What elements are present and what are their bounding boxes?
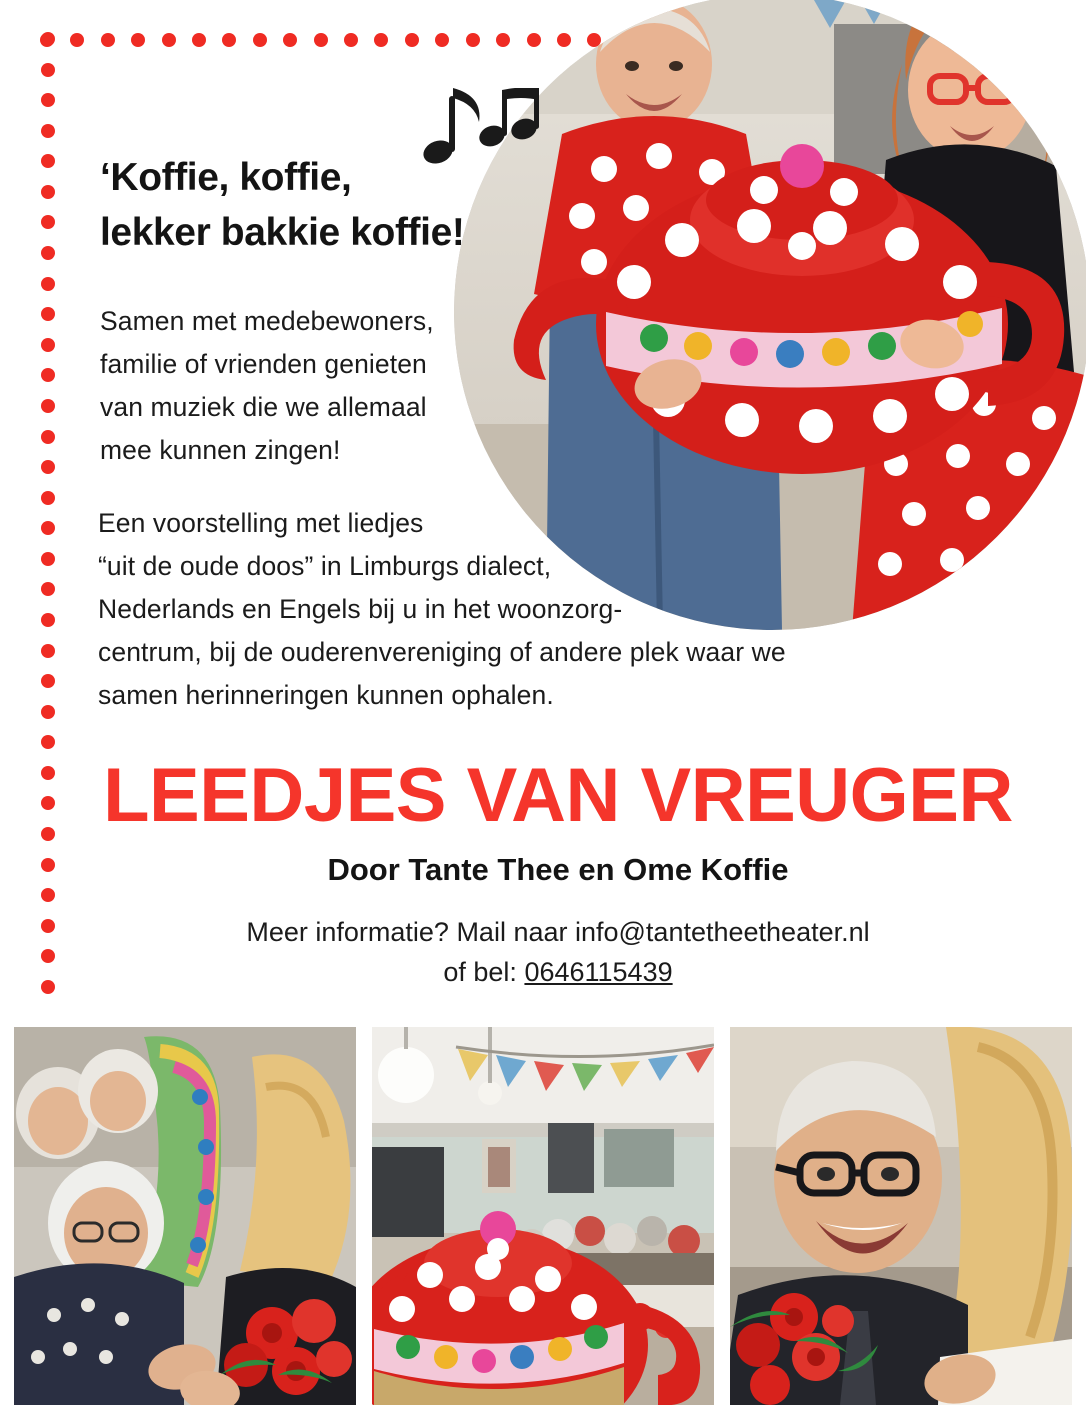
dot <box>41 460 55 474</box>
dot <box>41 32 55 46</box>
dot <box>41 399 55 413</box>
dot <box>41 277 55 291</box>
description-paragraph <box>98 502 998 717</box>
photo-strip <box>14 1027 1072 1405</box>
dot <box>41 368 55 382</box>
paragraph1-line: mee kunnen zingen! <box>100 434 341 465</box>
dot <box>41 246 55 260</box>
show-title: LEEDJES VAN VREUGER <box>103 753 1013 838</box>
phone-number: 0646115439 <box>524 957 673 987</box>
dotted-border-top <box>40 32 632 48</box>
show-subtitle: Door Tante Thee en Ome Koffie <box>327 852 789 887</box>
dot <box>283 33 297 47</box>
headline-line-1: ‘Koffie, koffie, <box>100 156 352 199</box>
dot <box>314 33 328 47</box>
dot <box>405 33 419 47</box>
dot <box>41 338 55 352</box>
dot <box>41 93 55 107</box>
dot <box>41 613 55 627</box>
strip-photo-3 <box>730 1027 1072 1405</box>
contact-phone-line <box>0 957 1086 988</box>
dot <box>41 644 55 658</box>
dot <box>253 33 267 47</box>
dot <box>41 705 55 719</box>
strip-photo-1 <box>14 1027 356 1405</box>
dot <box>374 33 388 47</box>
dot <box>496 33 510 47</box>
dot <box>41 888 55 902</box>
dot <box>41 552 55 566</box>
paragraph2-line: Een voorstelling met liedjes <box>98 508 424 538</box>
dot <box>101 33 115 47</box>
paragraph1-line: van muziek die we allemaal <box>100 391 427 422</box>
paragraph1-line: Samen met medebewoners, <box>100 306 434 336</box>
dot <box>557 33 571 47</box>
dot <box>41 307 55 321</box>
dot <box>41 491 55 505</box>
dot <box>41 582 55 596</box>
dot <box>41 674 55 688</box>
dotted-border-left <box>40 32 56 994</box>
paragraph1-line: familie of vrienden genieten <box>100 348 427 379</box>
paragraph2-line: “uit de oude doos” in Limburgs dialect, <box>98 550 552 581</box>
dot <box>527 33 541 47</box>
phone-prefix: of bel: <box>443 957 525 987</box>
dot <box>41 430 55 444</box>
dot <box>41 154 55 168</box>
paragraph2-line: Nederlands en Engels bij u in het woonzorg- <box>98 593 623 624</box>
strip-photo-2 <box>372 1027 714 1405</box>
paragraph2-line: samen herinneringen kunnen ophalen. <box>98 679 554 710</box>
dot <box>192 33 206 47</box>
contact-email-line: Meer informatie? Mail naar info@tantetheetheater.nl <box>246 917 870 947</box>
dot <box>70 33 84 47</box>
headline-line-2: lekker bakkie koffie! <box>100 211 465 255</box>
dot <box>222 33 236 47</box>
dot <box>435 33 449 47</box>
dot <box>162 33 176 47</box>
dot <box>466 33 480 47</box>
dot <box>41 735 55 749</box>
dot <box>131 33 145 47</box>
dot <box>344 33 358 47</box>
intro-paragraph <box>100 300 570 472</box>
dot <box>41 521 55 535</box>
page-title <box>100 150 560 261</box>
dot <box>41 124 55 138</box>
dot <box>41 215 55 229</box>
dot <box>41 185 55 199</box>
dot <box>41 63 55 77</box>
paragraph2-line: centrum, bij de ouderenvereniging of andere plek waar we <box>98 636 786 667</box>
